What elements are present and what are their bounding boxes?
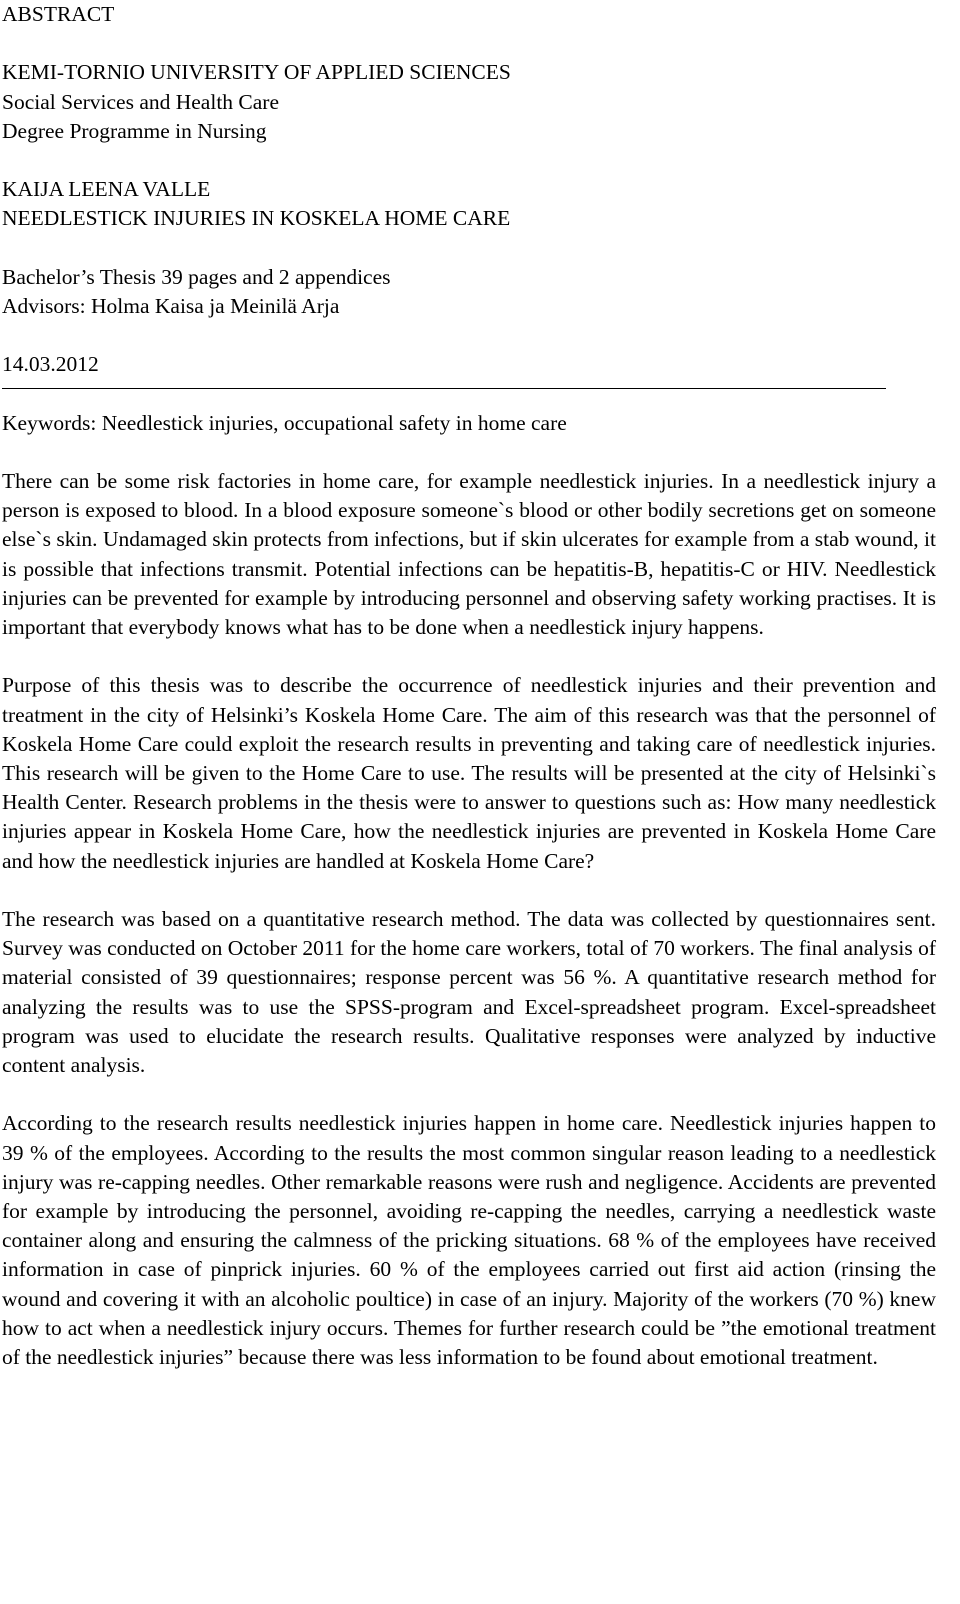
spacer	[2, 642, 936, 671]
keywords: Keywords: Needlestick injuries, occupational safety in home care	[2, 410, 567, 435]
divider-rule	[2, 388, 886, 389]
thesis-info: Bachelor’s Thesis 39 pages and 2 appendices	[2, 264, 391, 289]
abstract-page	[2, 0, 936, 1372]
abstract-heading: ABSTRACT	[2, 2, 115, 26]
spacer	[2, 234, 936, 263]
spacer	[2, 438, 936, 467]
author-name: KAIJA LEENA VALLE	[2, 177, 211, 202]
abstract-paragraph-4: According to the research results needlestick injuries happen in home care. Needlestick injuries happen to 39 % of the employees. According to the results the most common singular reason leading to a needlestick injury was re-capping needles. Other remarkable reasons were rush and negligence. Accidents are prevented for example by introducing the personnel, avoiding re-capping the needles, carrying a needlestick waste container along and ensuring the calmness of the pricking situations. 68 % of the employees have received information in case of pinprick injuries. 60 % of the employees carried out first aid action (rinsing the wound and covering it with an alcoholic poultice) in case of an injury. Majority of the workers (70 %) knew how to act when a needlestick injury occurs. Themes for further research could be ”the emotional treatment of the needlestick injuries” because there was less information to be found about emotional treatment.	[2, 1111, 936, 1370]
spacer	[2, 1080, 936, 1109]
thesis-title: NEEDLESTICK INJURIES IN KOSKELA HOME CARE	[2, 206, 511, 231]
spacer	[2, 146, 936, 175]
programme-name: Degree Programme in Nursing	[2, 118, 267, 143]
thesis-date: 14.03.2012	[2, 352, 99, 377]
abstract-paragraph-1: There can be some risk factories in home care, for example needlestick injuries. In a needlestick injury a person is exposed to blood. In a blood exposure someone`s blood or other bodily secretions get on someone else`s skin. Undamaged skin protects from infections, but if skin ulcerates for example from a stab wound, it is possible that infections transmit. Potential infections can be hepatitis-B, hepatitis-C or HIV. Needlestick injuries can be prevented for example by introducing personnel and observing safety working practises. It is important that everybody knows what has to be done when a needlestick injury happens.	[2, 468, 936, 639]
spacer	[2, 29, 936, 58]
university-name: KEMI-TORNIO UNIVERSITY OF APPLIED SCIENCES	[2, 60, 511, 85]
advisors: Advisors: Holma Kaisa ja Meinilä Arja	[2, 293, 340, 318]
faculty-name: Social Services and Health Care	[2, 89, 280, 114]
abstract-paragraph-2: Purpose of this thesis was to describe the occurrence of needlestick injuries and their prevention and treatment in the city of Helsinki’s Koskela Home Care. The aim of this research was that the personnel of Koskela Home Care could exploit the research results in preventing and taking care of needlestick injuries. This research will be given to the Home Care to use. The results will be presented at the city of Helsinki`s Health Center. Research problems in the thesis were to answer to questions such as: How many needlestick injuries appear in Koskela Home Care, how the needlestick injuries are prevented in Koskela Home Care and how the needlestick injuries are handled at Koskela Home Care?	[2, 673, 936, 873]
spacer	[2, 876, 936, 905]
spacer	[2, 321, 936, 350]
abstract-paragraph-3: The research was based on a quantitative research method. The data was collected by questionnaires sent. Survey was conducted on October 2011 for the home care workers, total of 70 workers. The final analysis of material consisted of 39 questionnaires; response percent was 56 %. A quantitative research method for analyzing the results was to use the SPSS-program and Excel-spreadsheet program. Excel-spreadsheet program was used to elucidate the research results. Qualitative responses were analyzed by inductive content analysis.	[2, 906, 936, 1077]
